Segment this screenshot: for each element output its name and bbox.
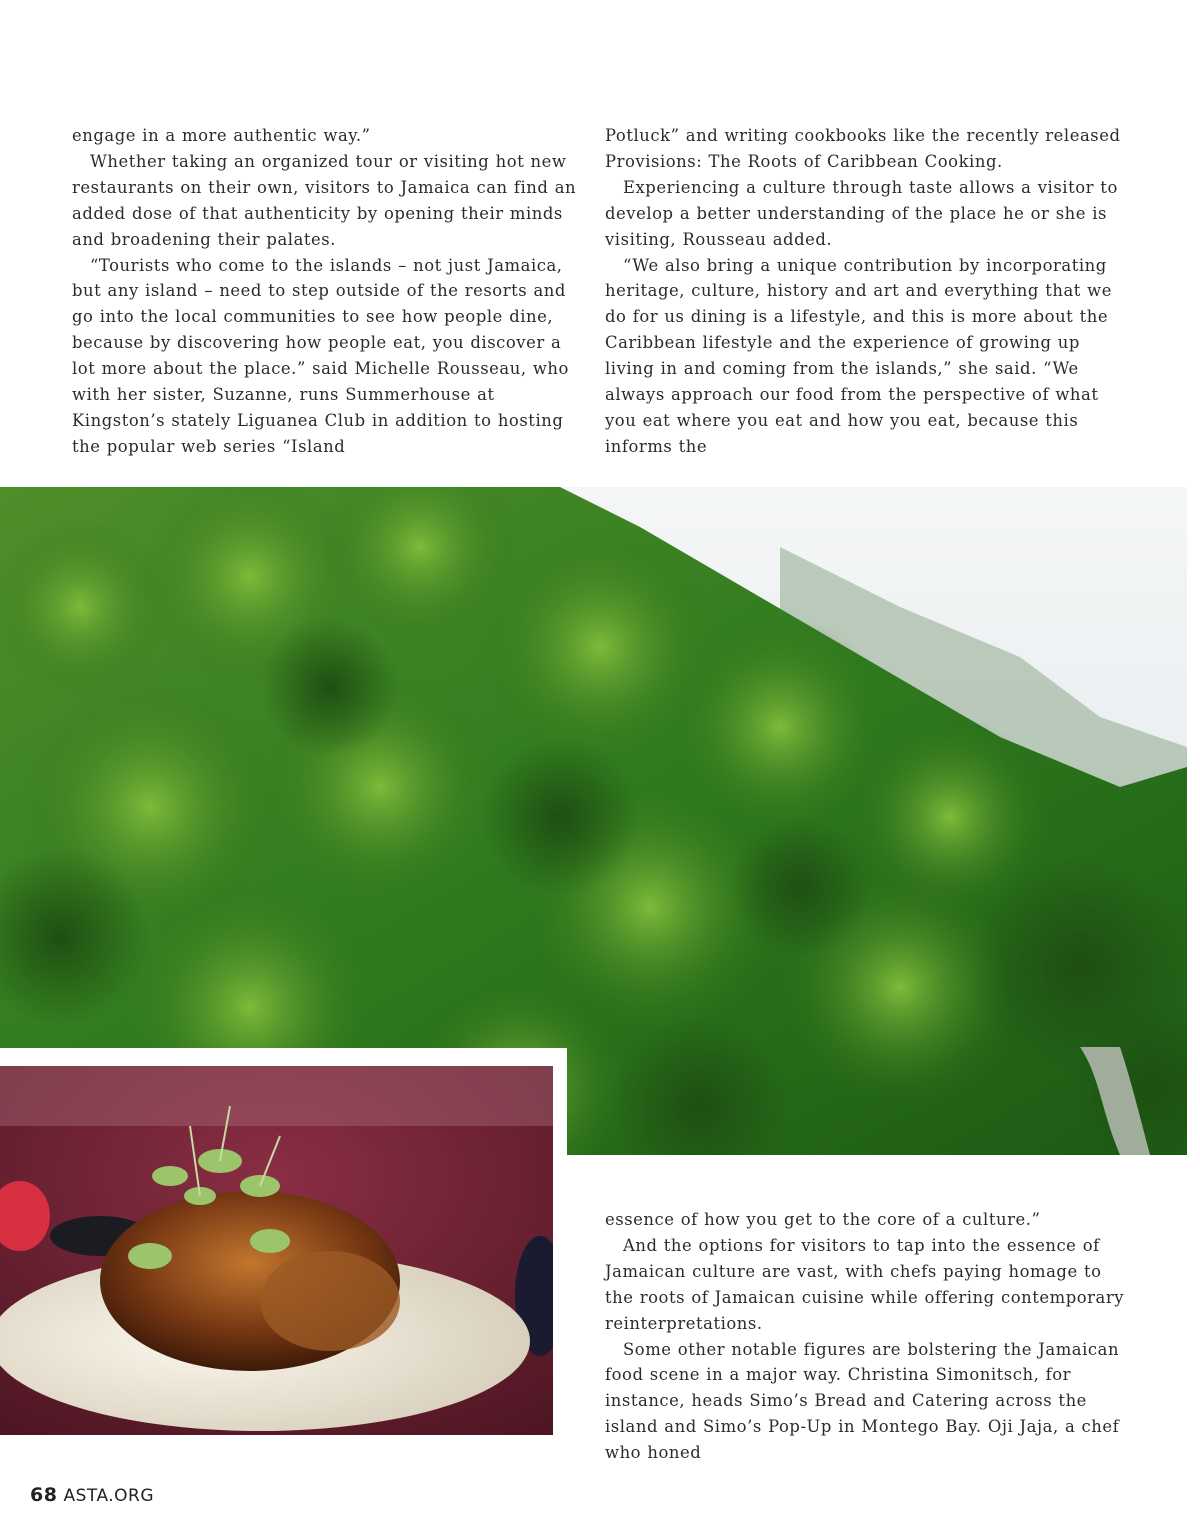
paragraph: engage in a more authentic way.” — [72, 126, 371, 145]
paragraph: essence of how you get to the core of a culture.” — [605, 1210, 1041, 1229]
paragraph: “We also bring a unique contribution by incorporating heritage, culture, history and art and everything that we do for us dining is a lifestyle, and this is more about the Caribbean lifestyle and the experience of growing up living in and coming from the islands,” she said. “We always approach our food from the perspective of what you eat where you eat and how you eat, because this informs the — [605, 255, 1113, 456]
article-column-right — [605, 123, 1125, 460]
paragraph: Whether taking an organized tour or visiting hot new restaurants on their own, visitors to Jamaica can find an added dose of that authenticity by opening their minds and broadening their palates. — [72, 151, 577, 249]
paragraph: Experiencing a culture through taste allows a visitor to develop a better understanding of the place he or she is visiting, Rousseau added. — [605, 177, 1118, 249]
page-footer — [30, 1484, 154, 1506]
publication-site: ASTA.ORG — [63, 1486, 155, 1506]
page-number: 68 — [30, 1484, 58, 1506]
paragraph: Some other notable figures are bolstering the Jamaican food scene in a major way. Christina Simonitsch, for instance, heads Simo’s Bread and Catering across the island and Simo’s Pop-Up in Montego Bay. Oji Jaja, a chef who honed — [605, 1339, 1120, 1463]
article-column-right-continued — [605, 1207, 1125, 1466]
paragraph: And the options for visitors to tap into the essence of Jamaican culture are vast, with chefs paying homage to the roots of Jamaican cuisine while offering contemporary reinterpretations. — [605, 1235, 1125, 1333]
paragraph: Potluck” and writing cookbooks like the recently released Provisions: The Roots of Caribbean Cooking. — [605, 126, 1121, 171]
food-dish-photo — [0, 1066, 553, 1435]
paragraph: “Tourists who come to the islands – not just Jamaica, but any island – need to step outside of the resorts and go into the local communities to see how people dine, because by discovering how people eat, you discover a lot more about the place.” said Michelle Rousseau, who with her sister, Suzanne, runs Summerhouse at Kingston’s stately Liguanea Club in addition to hosting the popular web series “Island — [72, 255, 569, 456]
article-column-left — [72, 123, 577, 460]
